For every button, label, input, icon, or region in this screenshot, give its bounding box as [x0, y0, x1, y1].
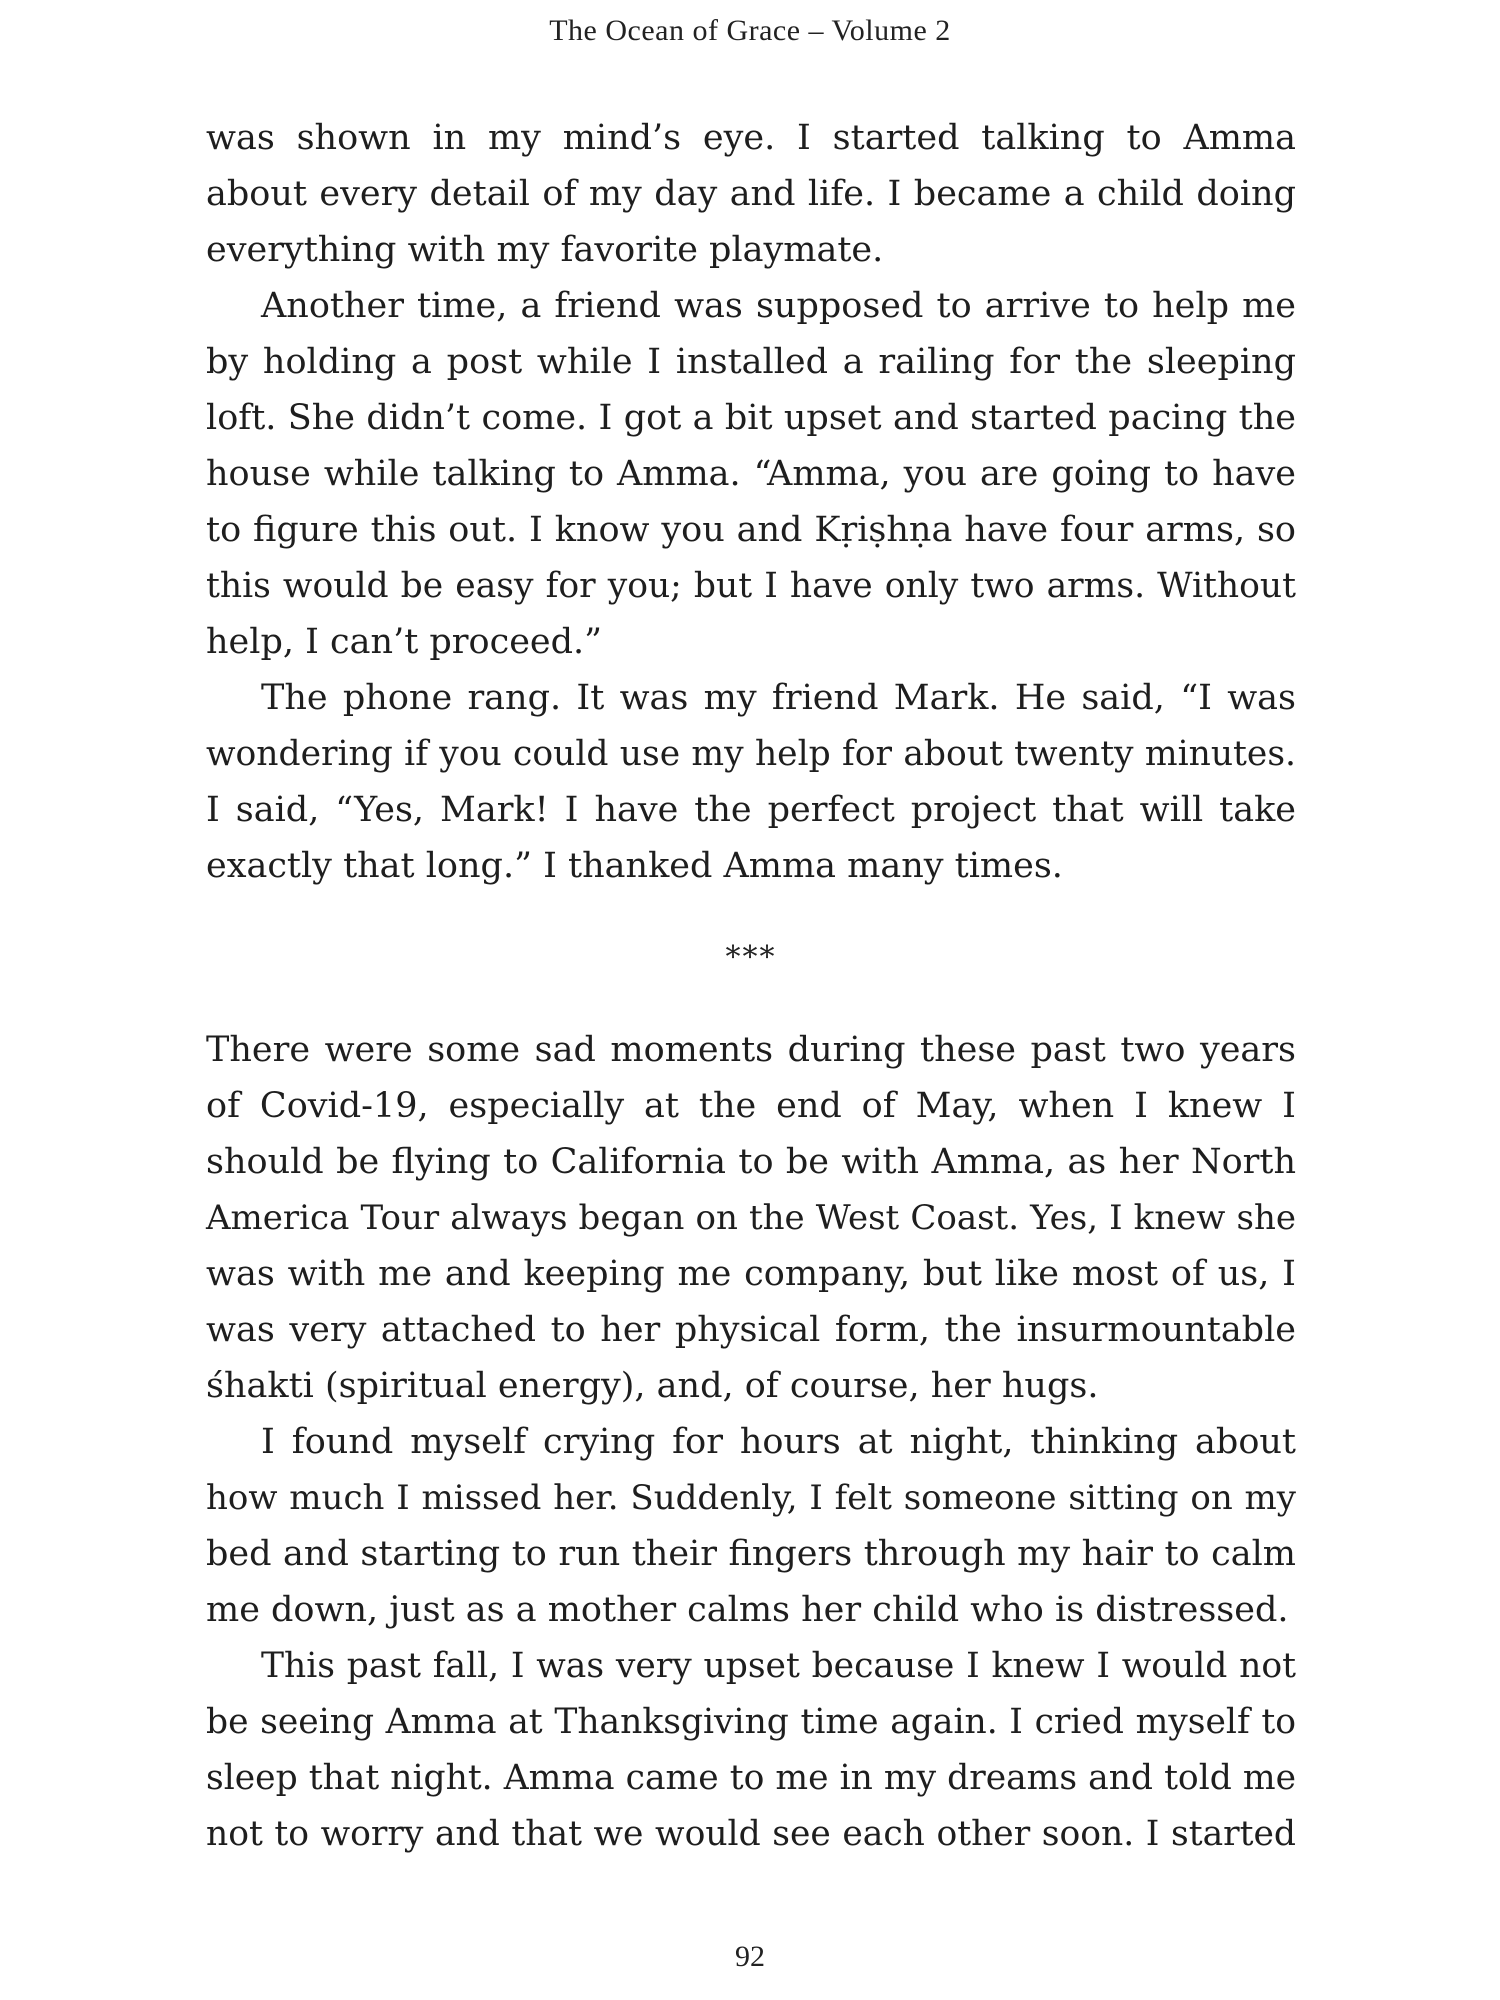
section-separator: *** — [725, 940, 777, 975]
text-line: help, I can’t proceed.” — [206, 622, 603, 662]
text-line: how much I missed her. Suddenly, I felt someone sitting on my — [206, 1478, 1296, 1518]
text-line: The phone rang. It was my friend Mark. He said, “I was — [261, 678, 1296, 718]
text-line: to figure this out. I know you and Kṛiṣhṇa have four arms, so — [206, 510, 1296, 550]
text-line: was very attached to her physical form, the insurmountable — [206, 1310, 1296, 1350]
text-line: There were some sad moments during these past two years — [206, 1030, 1296, 1070]
text-line: by holding a post while I installed a railing for the sleeping — [206, 342, 1296, 382]
text-line: Another time, a friend was supposed to arrive to help me — [261, 286, 1296, 326]
text-line: this would be easy for you; but I have only two arms. Without — [206, 566, 1296, 606]
text-line: wondering if you could use my help for about twenty minutes. — [206, 734, 1296, 774]
text-line: be seeing Amma at Thanksgiving time again. I cried myself to — [206, 1702, 1296, 1742]
text-line: everything with my favorite playmate. — [206, 230, 884, 270]
text-line: about every detail of my day and life. I became a child doing — [206, 174, 1296, 214]
text-line: loft. She didn’t come. I got a bit upset and started pacing the — [206, 398, 1296, 438]
text-line: bed and starting to run their fingers through my hair to calm — [206, 1534, 1296, 1574]
page-number: 92 — [735, 1940, 765, 1973]
text-line: was shown in my mind’s eye. I started talking to Amma — [206, 118, 1296, 158]
text-line: was with me and keeping me company, but like most of us, I — [206, 1254, 1296, 1294]
text-line: exactly that long.” I thanked Amma many times. — [206, 846, 1063, 886]
text-line: me down, just as a mother calms her child who is distressed. — [206, 1590, 1289, 1630]
text-line: should be flying to California to be with Amma, as her North — [206, 1142, 1296, 1182]
running-header: The Ocean of Grace – Volume 2 — [549, 14, 951, 47]
text-line: America Tour always began on the West Coast. Yes, I knew she — [206, 1198, 1296, 1238]
text-line: house while talking to Amma. “Amma, you are going to have — [206, 454, 1296, 494]
body-text — [206, 110, 1296, 1862]
text-line: I said, “Yes, Mark! I have the perfect project that will take — [206, 790, 1296, 830]
text-line: This past fall, I was very upset because I knew I would not — [261, 1646, 1296, 1686]
text-line: not to worry and that we would see each other soon. I started — [206, 1814, 1296, 1854]
text-line: I found myself crying for hours at night, thinking about — [261, 1422, 1296, 1462]
text-line: of Covid-19, especially at the end of May, when I knew I — [206, 1086, 1296, 1126]
text-line: śhakti (spiritual energy), and, of course, her hugs. — [206, 1366, 1099, 1406]
text-line: sleep that night. Amma came to me in my dreams and told me — [206, 1758, 1296, 1798]
